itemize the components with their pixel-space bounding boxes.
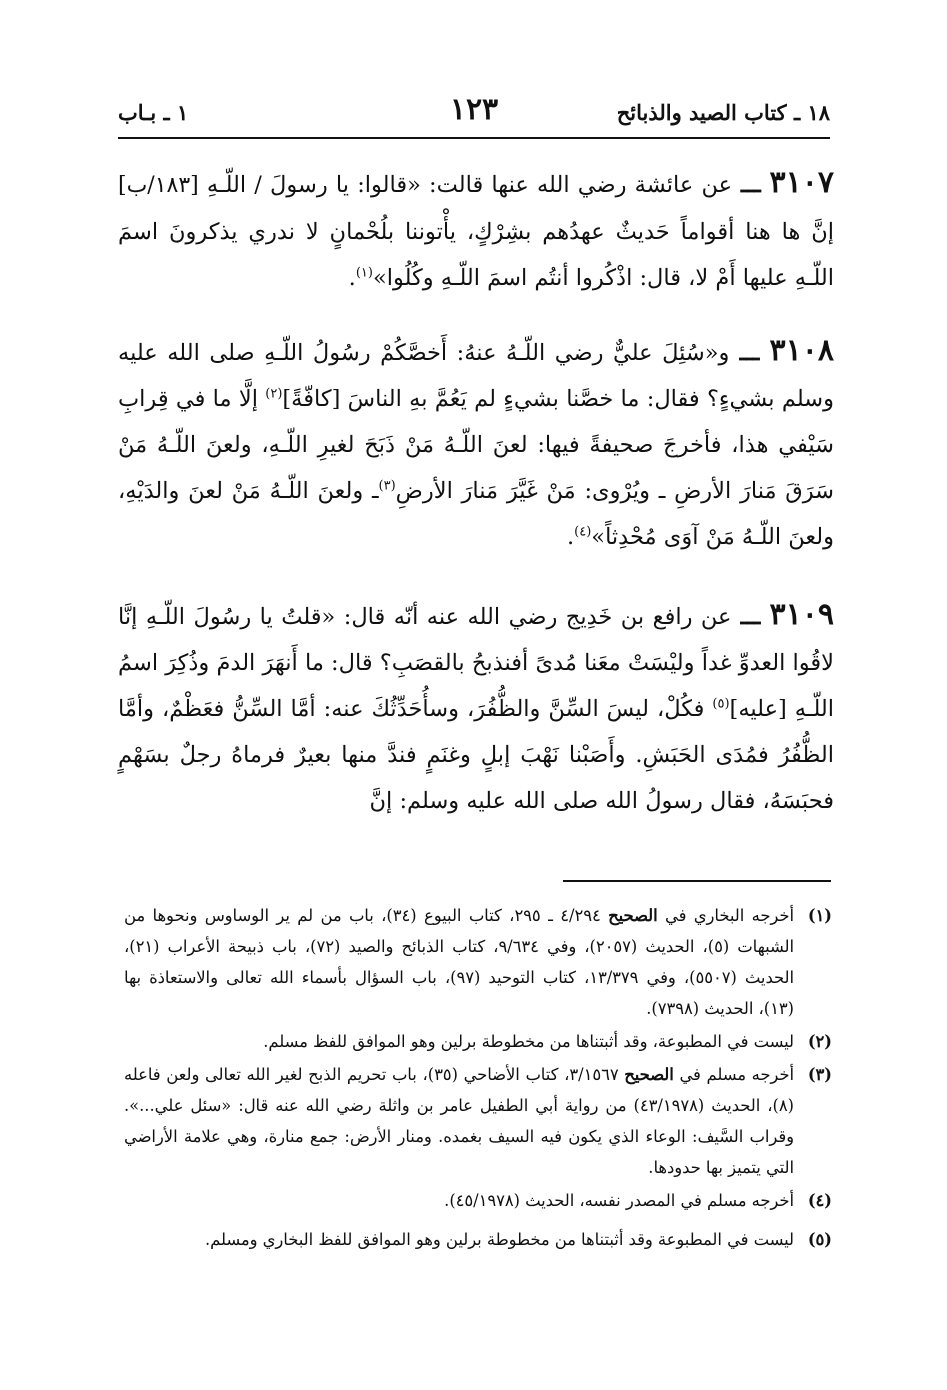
- hadith-text: إنَّ ها هنا أقواماً حَديثٌ عهدُهم بشِرْكٍ، يأْتوننا بلُحْمانٍ لا ندري يذكرونَ اسمَ اللّـهِ عليها أَمْ لا، قال: اذْكُروا أنتُم اسمَ اللّـهِ وكُلُوا»: [118, 219, 834, 291]
- footnote-bold-term: الصحيح: [624, 1065, 674, 1084]
- hadith-text: إلَّا ما في قِرابِ سَيْفي هذا، فأخرجَ صحيفةً فيها: لعنَ اللّـهُ مَنْ ذَبَحَ لغيرِ اللّـهِ، ولعنَ اللّـهُ مَنْ سَرَقَ مَنارَ الأرضِ ـ ويُرْوى: مَنْ غَيَّرَ مَنارَ الأرضِ: [118, 386, 834, 504]
- manuscript-folio-ref: [١٨٣/ب]: [118, 173, 199, 198]
- footnote-text-part: ٤/٢٩٤ ـ ٢٩٥، كتاب البيوع (٣٤)، باب من لم ير الوساوس ونحوها من الشبهات (٥)، الحديث (٢٠٥٧)، وفي ٩/٦٣٤، كتاب الذبائح والصيد (٧٢)، باب ذبيحة الأعراب (٢١)، الحديث (٥٥٠٧)، وفي ١٣/٣٧٩، كتاب التوحيد (٩٧)، باب السؤال بأسماء الله تعالى والاستعاذة بها (١٣)، الحديث (٧٣٩٨).: [124, 906, 794, 1018]
- footnote-ref: (٣): [378, 478, 396, 494]
- section-title: ١ ـ بـاب: [118, 100, 189, 125]
- footnote: [124, 1026, 832, 1057]
- footnote-text-part: أخرجه مسلم في المصدر نفسه، الحديث (٤٥/١٩٧٨).: [444, 1191, 794, 1210]
- hadith-text: عن رافع بن خَدِيج رضي الله عنه أنّه قال: «قلتُ يا رسُولَ اللّـهِ إنَّا لاقُوا العدوِّ غداً وليْسَتْ معَنا مُدىً أفنذبحُ بالقصَبِ؟ قال: ما أَنهَرَ الدمَ وذُكِرَ اسمُ اللّـهِ [عليه]: [118, 604, 835, 722]
- hadith-end: .: [348, 265, 356, 291]
- hadith-3109: [118, 592, 834, 824]
- footnote-ref: (١): [355, 265, 373, 281]
- footnote-number: (٣): [807, 1065, 832, 1084]
- footnote-text-part: أخرجه البخاري في: [657, 906, 794, 925]
- hadith-text: عن عائشة رضي الله عنها قالت: «قالوا: يا رسولَ / اللّـهِ: [198, 172, 733, 198]
- chapter-title: ١٨ ـ كتاب الصيد والذبائح: [616, 100, 830, 125]
- footnote-number: (٢): [807, 1032, 832, 1051]
- footnote-text: [124, 900, 794, 1024]
- hadith-text: فكُلْ، ليسَ السِّنَّ والظُّفُرَ، وسأُحَدِّثُكَ عنه: أمَّا السِّنُّ فعَظْمٌ، وأمَّا الظُّفُرُ فمُدَى الحَبَشِ. وأَصَبْنا نَهْبَ إبلٍ وغنَمٍ فندَّ منها بعيرٌ فرماهُ رجلٌ بسَهْمٍ فحبَسَهُ، فقال رسولُ الله صلى الله عليه وسلم: إنَّ: [118, 696, 834, 814]
- footnote-bold-term: الصحيح: [608, 906, 658, 925]
- hadith-3108: [118, 328, 834, 560]
- hadith-dash: ـــ: [731, 604, 770, 630]
- footnote-separator: [563, 880, 831, 882]
- footnote-text: [124, 1026, 794, 1057]
- footnote-ref: (٥): [712, 696, 730, 712]
- hadith-number: ٣١٠٩: [769, 597, 834, 632]
- page-number: ١٢٣: [449, 92, 499, 127]
- hadith-dash: ـــ: [732, 172, 770, 198]
- hadith-3107: [118, 160, 834, 301]
- running-header: [118, 92, 830, 138]
- footnote: [124, 900, 832, 1024]
- hadith-end: .: [567, 524, 575, 550]
- footnote-ref: (٢): [265, 386, 283, 402]
- footnote-text-part: ليست في المطبوعة وقد أثبتناها من مخطوطة برلين وهو الموافق للفظ البخاري ومسلم.: [204, 1230, 794, 1249]
- footnote-text-part: ٣/١٥٦٧، كتاب الأضاحي (٣٥)، باب تحريم الذبح لغير الله تعالى ولعن فاعله (٨)، الحديث (٤٣/١٩٧٨) من رواية أبي الطفيل عامر بن واثلة رضي الله عنه قال: «سئل علي...». وقراب السَّيف: الوعاء الذي يكون فيه السيف بغمده. ومنار الأرض: جمع منارة، وهي علامة الأراضي التي يتميز بها حدودها.: [124, 1065, 794, 1177]
- footnote-text: [124, 1185, 794, 1216]
- header-rule: [118, 137, 830, 139]
- hadith-number: ٣١٠٨: [769, 333, 834, 368]
- footnote-number: (٥): [807, 1230, 832, 1249]
- hadith-text: ـ ولعنَ اللّـهُ مَنْ لعنَ والدَيْهِ، ولعنَ اللّـهُ مَنْ آوَى مُحْدِثاً»: [118, 478, 834, 550]
- footnote: [124, 1224, 832, 1255]
- footnote-number: (٤): [807, 1191, 832, 1210]
- footnotes: [124, 900, 832, 1257]
- hadith-dash: ـــ: [729, 340, 770, 366]
- footnote-text-part: أخرجه مسلم في: [673, 1065, 794, 1084]
- footnote: [124, 1185, 832, 1216]
- footnote: [124, 1059, 832, 1183]
- footnote-text: [124, 1059, 794, 1183]
- hadith-paragraph: [118, 160, 834, 301]
- hadith-paragraph: [118, 328, 834, 560]
- footnote-ref: (٤): [574, 524, 592, 540]
- hadith-text: و«سُئِلَ عليٌّ رضي اللّـهُ عنهُ: أَخصَّكُمْ رسُولُ اللّـهِ صلى الله عليه وسلم بشيءٍ؟ فقال: ما خصَّنا بشيءٍ لم يَعُمَّ بهِ الناسَ [كافّةً]: [118, 340, 834, 412]
- hadith-paragraph: [118, 592, 834, 824]
- footnote-text-part: ليست في المطبوعة، وقد أثبتناها من مخطوطة برلين وهو الموافق للفظ مسلم.: [263, 1032, 794, 1051]
- footnote-number: (١): [807, 906, 832, 925]
- hadith-number: ٣١٠٧: [769, 165, 834, 200]
- footnote-text: [124, 1224, 794, 1255]
